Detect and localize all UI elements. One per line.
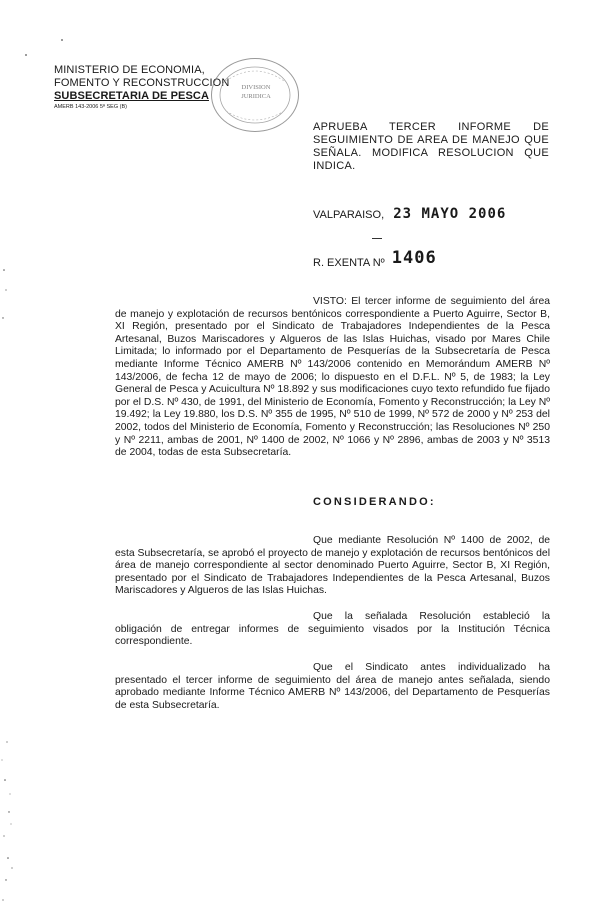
resolution-number: 1406 <box>391 248 437 268</box>
resolution-label: R. EXENTA Nº <box>313 257 385 269</box>
ministry-line-1: MINISTERIO DE ECONOMIA, <box>54 64 205 76</box>
date-place: VALPARAISO, <box>313 209 385 221</box>
date-stamp: 23 MAYO 2006 <box>393 206 507 222</box>
considerando-paragraph-2: Que la señalada Resolución estableció la obligación de entregar informes de seguimiento visados por la Institución Técnica correspondiente. <box>115 611 550 648</box>
considerando-heading: CONSIDERANDO: <box>313 496 436 508</box>
visto-text: El tercer informe de seguimiento del área de manejo y explotación de recursos bentónicos correspondiente a Puerto Aguirre, Sector B, XI Región, presentado por el Sindicato de Trabajadores Independientes de la Pesca Artesanal, Buzos Mariscadores y Algueros de las Islas Huichas, visado por Mares Chile Limitada; lo informado por el Departamento de Pesquerías de la Subsecretaría de Pesca mediante Informe Técnico AMERB Nº 143/2006 contenido en Memorándum AMERB Nº 143/2006, de fecha 12 de mayo de 2006; lo dispuesto en el D.F.L. Nº 5, de 1983; la Ley General de Pesca y Acuicultura Nº 18.892 y sus modificaciones cuyo texto refundido fue fijado por el D.S. Nº 430, de 1991, del Ministerio de Economía, Fomento y Reconstrucción; la Ley Nº 19.492; la Ley 19.880, los D.S. Nº 355 de 1995, Nº 510 de 1999, Nº 572 de 2000 y Nº 253 del 2002, todos del Ministerio de Economía, Fomento y Reconstrucción; las Resoluciones Nº 250 y Nº 2211, ambas de 2001, Nº 1400 de 2002, Nº 1066 y Nº 2896, ambas de 2003 y Nº 3513 de 2004, todas de esta Subsecretaría. <box>115 296 550 459</box>
considerando-paragraph-1: Que mediante Resolución Nº 1400 de 2002, de esta Subsecretaría, se aprobó el proyecto de manejo y explotación de recursos bentónicos del área de manejo correspondiente al sector denominado Puerto Aguirre, Sector B, XI Región, presentado por el Sindicato de Trabajadores Independientes de la Pesca Artesanal, Buzos Mariscadores y Algueros de las Islas Huichas. <box>115 535 550 597</box>
reference-line: AMERB 143-2006 5ª SEG (B) <box>54 104 127 110</box>
resolution-subject: APRUEBA TERCER INFORME DE SEGUIMIENTO DE AREA DE MANEJO QUE SEÑALA. MODIFICA RESOLUCION QUE INDICA. <box>313 121 549 172</box>
visto-label: VISTO: <box>313 296 347 307</box>
considerando-paragraph-3: Que el Sindicato antes individualizado ha presentado el tercer informe de seguimiento del área de manejo antes señalada, siendo aprobado mediante Informe Técnico AMERB Nº 143/2006, del Departamento de Pesquerías de esta Subsecretaría. <box>115 662 550 711</box>
subsecretaria-line: SUBSECRETARIA DE PESCA <box>54 90 209 102</box>
ministry-line-2: FOMENTO Y RECONSTRUCCION <box>54 77 230 89</box>
seal-text: DIVISION JURIDICA <box>241 84 271 100</box>
